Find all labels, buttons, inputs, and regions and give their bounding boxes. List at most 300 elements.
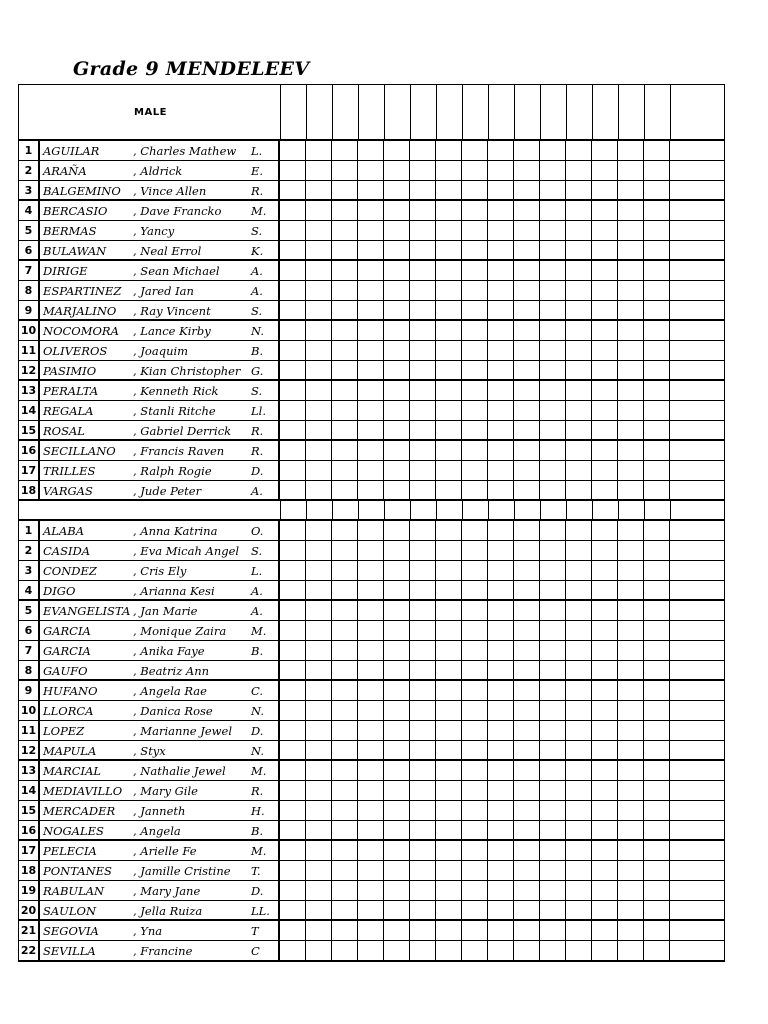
score-cell[interactable] xyxy=(436,741,462,759)
score-cell[interactable] xyxy=(280,181,306,199)
score-cell[interactable] xyxy=(436,461,462,480)
score-cell[interactable] xyxy=(306,601,332,620)
score-cell[interactable] xyxy=(515,85,541,139)
score-cell[interactable] xyxy=(462,181,488,199)
score-cell[interactable] xyxy=(306,321,332,340)
score-cell[interactable] xyxy=(670,881,696,900)
score-cell[interactable] xyxy=(488,441,514,460)
score-cell[interactable] xyxy=(489,501,515,519)
score-cell[interactable] xyxy=(488,281,514,300)
score-cell[interactable] xyxy=(462,901,488,919)
score-cell[interactable] xyxy=(670,861,696,880)
score-cell[interactable] xyxy=(488,601,514,620)
score-cell[interactable] xyxy=(332,721,358,740)
score-cell[interactable] xyxy=(567,501,593,519)
score-cell[interactable] xyxy=(541,85,567,139)
score-cell[interactable] xyxy=(488,901,514,919)
score-cell[interactable] xyxy=(618,841,644,860)
score-cell[interactable] xyxy=(644,841,670,860)
score-cell[interactable] xyxy=(566,741,592,759)
score-cell[interactable] xyxy=(436,681,462,700)
score-cell[interactable] xyxy=(462,481,488,499)
score-cell[interactable] xyxy=(488,381,514,400)
score-cell[interactable] xyxy=(332,741,358,759)
score-cell[interactable] xyxy=(280,701,306,720)
score-cell[interactable] xyxy=(332,361,358,379)
score-cell[interactable] xyxy=(280,221,306,240)
score-cell[interactable] xyxy=(332,861,358,880)
score-cell[interactable] xyxy=(540,321,566,340)
score-cell[interactable] xyxy=(462,561,488,580)
score-cell[interactable] xyxy=(514,141,540,160)
score-cell[interactable] xyxy=(358,841,384,860)
score-cell[interactable] xyxy=(280,841,306,860)
score-cell[interactable] xyxy=(332,481,358,499)
score-cell[interactable] xyxy=(332,341,358,360)
score-cell[interactable] xyxy=(541,501,567,519)
score-cell[interactable] xyxy=(333,501,359,519)
score-cell[interactable] xyxy=(411,85,437,139)
score-cell[interactable] xyxy=(514,921,540,940)
score-cell[interactable] xyxy=(644,261,670,280)
score-cell[interactable] xyxy=(385,85,411,139)
score-cell[interactable] xyxy=(644,741,670,759)
score-cell[interactable] xyxy=(332,281,358,300)
score-cell[interactable] xyxy=(670,801,696,820)
score-cell[interactable] xyxy=(566,781,592,800)
score-cell[interactable] xyxy=(540,421,566,439)
score-cell[interactable] xyxy=(670,341,696,360)
score-cell[interactable] xyxy=(566,461,592,480)
score-cell[interactable] xyxy=(540,941,566,960)
score-cell[interactable] xyxy=(540,741,566,759)
score-cell[interactable] xyxy=(488,141,514,160)
score-cell[interactable] xyxy=(540,881,566,900)
score-cell[interactable] xyxy=(410,441,436,460)
score-cell[interactable] xyxy=(644,641,670,660)
score-cell[interactable] xyxy=(436,281,462,300)
score-cell[interactable] xyxy=(514,741,540,759)
score-cell[interactable] xyxy=(488,481,514,499)
score-cell[interactable] xyxy=(280,741,306,759)
score-cell[interactable] xyxy=(566,901,592,919)
score-cell[interactable] xyxy=(358,741,384,759)
score-cell[interactable] xyxy=(592,561,618,580)
score-cell[interactable] xyxy=(566,521,592,540)
score-cell[interactable] xyxy=(410,641,436,660)
score-cell[interactable] xyxy=(566,801,592,820)
score-cell[interactable] xyxy=(332,161,358,180)
score-cell[interactable] xyxy=(358,941,384,960)
score-cell[interactable] xyxy=(436,841,462,860)
score-cell[interactable] xyxy=(670,201,696,220)
score-cell[interactable] xyxy=(514,641,540,660)
score-cell[interactable] xyxy=(384,921,410,940)
score-cell[interactable] xyxy=(307,501,333,519)
score-cell[interactable] xyxy=(670,241,696,259)
score-cell[interactable] xyxy=(618,881,644,900)
score-cell[interactable] xyxy=(670,301,696,319)
score-cell[interactable] xyxy=(280,381,306,400)
score-cell[interactable] xyxy=(488,641,514,660)
score-cell[interactable] xyxy=(540,221,566,240)
score-cell[interactable] xyxy=(540,561,566,580)
score-cell[interactable] xyxy=(540,861,566,880)
score-cell[interactable] xyxy=(358,401,384,420)
score-cell[interactable] xyxy=(618,441,644,460)
score-cell[interactable] xyxy=(592,521,618,540)
score-cell[interactable] xyxy=(306,261,332,280)
score-cell[interactable] xyxy=(514,341,540,360)
score-cell[interactable] xyxy=(358,541,384,560)
score-cell[interactable] xyxy=(566,221,592,240)
score-cell[interactable] xyxy=(306,381,332,400)
score-cell[interactable] xyxy=(332,601,358,620)
score-cell[interactable] xyxy=(488,261,514,280)
score-cell[interactable] xyxy=(540,461,566,480)
score-cell[interactable] xyxy=(592,901,618,919)
score-cell[interactable] xyxy=(410,341,436,360)
score-cell[interactable] xyxy=(410,681,436,700)
score-cell[interactable] xyxy=(670,701,696,720)
score-cell[interactable] xyxy=(644,941,670,960)
score-cell[interactable] xyxy=(462,781,488,800)
score-cell[interactable] xyxy=(306,141,332,160)
score-cell[interactable] xyxy=(410,241,436,259)
score-cell[interactable] xyxy=(358,481,384,499)
score-cell[interactable] xyxy=(410,821,436,839)
score-cell[interactable] xyxy=(436,641,462,660)
score-cell[interactable] xyxy=(358,861,384,880)
score-cell[interactable] xyxy=(280,341,306,360)
score-cell[interactable] xyxy=(436,381,462,400)
score-cell[interactable] xyxy=(384,321,410,340)
score-cell[interactable] xyxy=(644,241,670,259)
score-cell[interactable] xyxy=(514,421,540,439)
score-cell[interactable] xyxy=(358,341,384,360)
score-cell[interactable] xyxy=(436,521,462,540)
score-cell[interactable] xyxy=(437,85,463,139)
score-cell[interactable] xyxy=(670,581,696,599)
score-cell[interactable] xyxy=(592,641,618,660)
score-cell[interactable] xyxy=(358,321,384,340)
score-cell[interactable] xyxy=(306,281,332,300)
score-cell[interactable] xyxy=(514,461,540,480)
score-cell[interactable] xyxy=(410,521,436,540)
score-cell[interactable] xyxy=(359,501,385,519)
score-cell[interactable] xyxy=(618,401,644,420)
score-cell[interactable] xyxy=(436,441,462,460)
score-cell[interactable] xyxy=(592,441,618,460)
score-cell[interactable] xyxy=(592,381,618,400)
score-cell[interactable] xyxy=(306,701,332,720)
score-cell[interactable] xyxy=(462,261,488,280)
score-cell[interactable] xyxy=(436,341,462,360)
score-cell[interactable] xyxy=(462,681,488,700)
score-cell[interactable] xyxy=(644,201,670,220)
score-cell[interactable] xyxy=(566,841,592,860)
score-cell[interactable] xyxy=(462,641,488,660)
score-cell[interactable] xyxy=(540,781,566,800)
score-cell[interactable] xyxy=(618,321,644,340)
score-cell[interactable] xyxy=(670,681,696,700)
score-cell[interactable] xyxy=(514,601,540,620)
score-cell[interactable] xyxy=(436,601,462,620)
score-cell[interactable] xyxy=(592,941,618,960)
score-cell[interactable] xyxy=(358,781,384,800)
score-cell[interactable] xyxy=(358,381,384,400)
score-cell[interactable] xyxy=(358,221,384,240)
score-cell[interactable] xyxy=(488,681,514,700)
score-cell[interactable] xyxy=(462,581,488,599)
score-cell[interactable] xyxy=(306,441,332,460)
score-cell[interactable] xyxy=(306,541,332,560)
score-cell[interactable] xyxy=(540,621,566,640)
score-cell[interactable] xyxy=(670,661,696,679)
score-cell[interactable] xyxy=(592,181,618,199)
score-cell[interactable] xyxy=(670,781,696,800)
score-cell[interactable] xyxy=(332,841,358,860)
score-cell[interactable] xyxy=(358,661,384,679)
score-cell[interactable] xyxy=(566,641,592,660)
score-cell[interactable] xyxy=(410,901,436,919)
score-cell[interactable] xyxy=(436,861,462,880)
score-cell[interactable] xyxy=(670,641,696,660)
score-cell[interactable] xyxy=(618,281,644,300)
score-cell[interactable] xyxy=(384,341,410,360)
score-cell[interactable] xyxy=(358,801,384,820)
score-cell[interactable] xyxy=(618,421,644,439)
score-cell[interactable] xyxy=(384,781,410,800)
score-cell[interactable] xyxy=(644,141,670,160)
score-cell[interactable] xyxy=(488,941,514,960)
score-cell[interactable] xyxy=(358,301,384,319)
score-cell[interactable] xyxy=(410,861,436,880)
score-cell[interactable] xyxy=(436,321,462,340)
score-cell[interactable] xyxy=(592,161,618,180)
score-cell[interactable] xyxy=(462,381,488,400)
score-cell[interactable] xyxy=(488,421,514,439)
score-cell[interactable] xyxy=(514,721,540,740)
score-cell[interactable] xyxy=(670,141,696,160)
score-cell[interactable] xyxy=(436,201,462,220)
score-cell[interactable] xyxy=(332,321,358,340)
score-cell[interactable] xyxy=(670,841,696,860)
score-cell[interactable] xyxy=(618,721,644,740)
score-cell[interactable] xyxy=(384,461,410,480)
score-cell[interactable] xyxy=(462,361,488,379)
score-cell[interactable] xyxy=(462,441,488,460)
score-cell[interactable] xyxy=(384,761,410,780)
score-cell[interactable] xyxy=(592,861,618,880)
score-cell[interactable] xyxy=(488,521,514,540)
score-cell[interactable] xyxy=(384,201,410,220)
score-cell[interactable] xyxy=(462,221,488,240)
score-cell[interactable] xyxy=(540,201,566,220)
score-cell[interactable] xyxy=(514,701,540,720)
score-cell[interactable] xyxy=(592,481,618,499)
score-cell[interactable] xyxy=(462,301,488,319)
score-cell[interactable] xyxy=(332,921,358,940)
score-cell[interactable] xyxy=(332,881,358,900)
score-cell[interactable] xyxy=(384,581,410,599)
score-cell[interactable] xyxy=(410,601,436,620)
score-cell[interactable] xyxy=(592,701,618,720)
score-cell[interactable] xyxy=(280,261,306,280)
score-cell[interactable] xyxy=(410,301,436,319)
score-cell[interactable] xyxy=(540,521,566,540)
score-cell[interactable] xyxy=(280,141,306,160)
score-cell[interactable] xyxy=(592,581,618,599)
score-cell[interactable] xyxy=(306,161,332,180)
score-cell[interactable] xyxy=(436,721,462,740)
score-cell[interactable] xyxy=(280,521,306,540)
score-cell[interactable] xyxy=(280,921,306,940)
score-cell[interactable] xyxy=(488,541,514,560)
score-cell[interactable] xyxy=(540,841,566,860)
score-cell[interactable] xyxy=(592,601,618,620)
score-cell[interactable] xyxy=(280,641,306,660)
score-cell[interactable] xyxy=(306,221,332,240)
score-cell[interactable] xyxy=(358,701,384,720)
score-cell[interactable] xyxy=(618,201,644,220)
score-cell[interactable] xyxy=(592,361,618,379)
score-cell[interactable] xyxy=(514,581,540,599)
score-cell[interactable] xyxy=(566,481,592,499)
score-cell[interactable] xyxy=(462,701,488,720)
score-cell[interactable] xyxy=(280,441,306,460)
score-cell[interactable] xyxy=(514,681,540,700)
score-cell[interactable] xyxy=(306,241,332,259)
score-cell[interactable] xyxy=(358,461,384,480)
score-cell[interactable] xyxy=(436,141,462,160)
score-cell[interactable] xyxy=(280,541,306,560)
score-cell[interactable] xyxy=(618,621,644,640)
score-cell[interactable] xyxy=(566,681,592,700)
score-cell[interactable] xyxy=(592,541,618,560)
score-cell[interactable] xyxy=(514,661,540,679)
score-cell[interactable] xyxy=(514,761,540,780)
score-cell[interactable] xyxy=(410,221,436,240)
score-cell[interactable] xyxy=(540,401,566,420)
score-cell[interactable] xyxy=(514,901,540,919)
score-cell[interactable] xyxy=(514,881,540,900)
score-cell[interactable] xyxy=(514,161,540,180)
score-cell[interactable] xyxy=(514,621,540,640)
score-cell[interactable] xyxy=(306,661,332,679)
score-cell[interactable] xyxy=(384,401,410,420)
score-cell[interactable] xyxy=(592,141,618,160)
score-cell[interactable] xyxy=(488,401,514,420)
score-cell[interactable] xyxy=(436,821,462,839)
score-cell[interactable] xyxy=(411,501,437,519)
score-cell[interactable] xyxy=(644,361,670,379)
score-cell[interactable] xyxy=(358,241,384,259)
score-cell[interactable] xyxy=(566,541,592,560)
score-cell[interactable] xyxy=(593,85,619,139)
score-cell[interactable] xyxy=(618,861,644,880)
score-cell[interactable] xyxy=(332,261,358,280)
score-cell[interactable] xyxy=(306,201,332,220)
score-cell[interactable] xyxy=(384,181,410,199)
score-cell[interactable] xyxy=(410,941,436,960)
score-cell[interactable] xyxy=(384,741,410,759)
score-cell[interactable] xyxy=(540,801,566,820)
score-cell[interactable] xyxy=(618,581,644,599)
score-cell[interactable] xyxy=(358,641,384,660)
score-cell[interactable] xyxy=(280,761,306,780)
score-cell[interactable] xyxy=(540,161,566,180)
score-cell[interactable] xyxy=(566,561,592,580)
score-cell[interactable] xyxy=(644,541,670,560)
score-cell[interactable] xyxy=(358,441,384,460)
score-cell[interactable] xyxy=(384,941,410,960)
score-cell[interactable] xyxy=(332,901,358,919)
score-cell[interactable] xyxy=(410,481,436,499)
score-cell[interactable] xyxy=(436,161,462,180)
score-cell[interactable] xyxy=(306,881,332,900)
score-cell[interactable] xyxy=(488,721,514,740)
score-cell[interactable] xyxy=(280,721,306,740)
score-cell[interactable] xyxy=(306,301,332,319)
score-cell[interactable] xyxy=(618,781,644,800)
score-cell[interactable] xyxy=(462,621,488,640)
score-cell[interactable] xyxy=(514,941,540,960)
score-cell[interactable] xyxy=(671,85,697,139)
score-cell[interactable] xyxy=(566,241,592,259)
score-cell[interactable] xyxy=(514,861,540,880)
score-cell[interactable] xyxy=(332,801,358,820)
score-cell[interactable] xyxy=(514,241,540,259)
score-cell[interactable] xyxy=(358,821,384,839)
score-cell[interactable] xyxy=(462,401,488,420)
score-cell[interactable] xyxy=(566,261,592,280)
score-cell[interactable] xyxy=(515,501,541,519)
score-cell[interactable] xyxy=(410,721,436,740)
score-cell[interactable] xyxy=(281,501,307,519)
score-cell[interactable] xyxy=(618,481,644,499)
score-cell[interactable] xyxy=(358,261,384,280)
score-cell[interactable] xyxy=(618,161,644,180)
score-cell[interactable] xyxy=(514,821,540,839)
score-cell[interactable] xyxy=(306,481,332,499)
score-cell[interactable] xyxy=(566,441,592,460)
score-cell[interactable] xyxy=(566,421,592,439)
score-cell[interactable] xyxy=(670,181,696,199)
score-cell[interactable] xyxy=(540,361,566,379)
score-cell[interactable] xyxy=(306,461,332,480)
score-cell[interactable] xyxy=(410,561,436,580)
score-cell[interactable] xyxy=(358,421,384,439)
score-cell[interactable] xyxy=(593,501,619,519)
score-cell[interactable] xyxy=(463,85,489,139)
score-cell[interactable] xyxy=(592,721,618,740)
score-cell[interactable] xyxy=(306,741,332,759)
score-cell[interactable] xyxy=(306,821,332,839)
score-cell[interactable] xyxy=(280,881,306,900)
score-cell[interactable] xyxy=(644,821,670,839)
score-cell[interactable] xyxy=(410,281,436,300)
score-cell[interactable] xyxy=(384,641,410,660)
score-cell[interactable] xyxy=(540,661,566,679)
score-cell[interactable] xyxy=(644,401,670,420)
score-cell[interactable] xyxy=(567,85,593,139)
score-cell[interactable] xyxy=(566,341,592,360)
score-cell[interactable] xyxy=(592,261,618,280)
score-cell[interactable] xyxy=(358,621,384,640)
score-cell[interactable] xyxy=(306,921,332,940)
score-cell[interactable] xyxy=(514,381,540,400)
